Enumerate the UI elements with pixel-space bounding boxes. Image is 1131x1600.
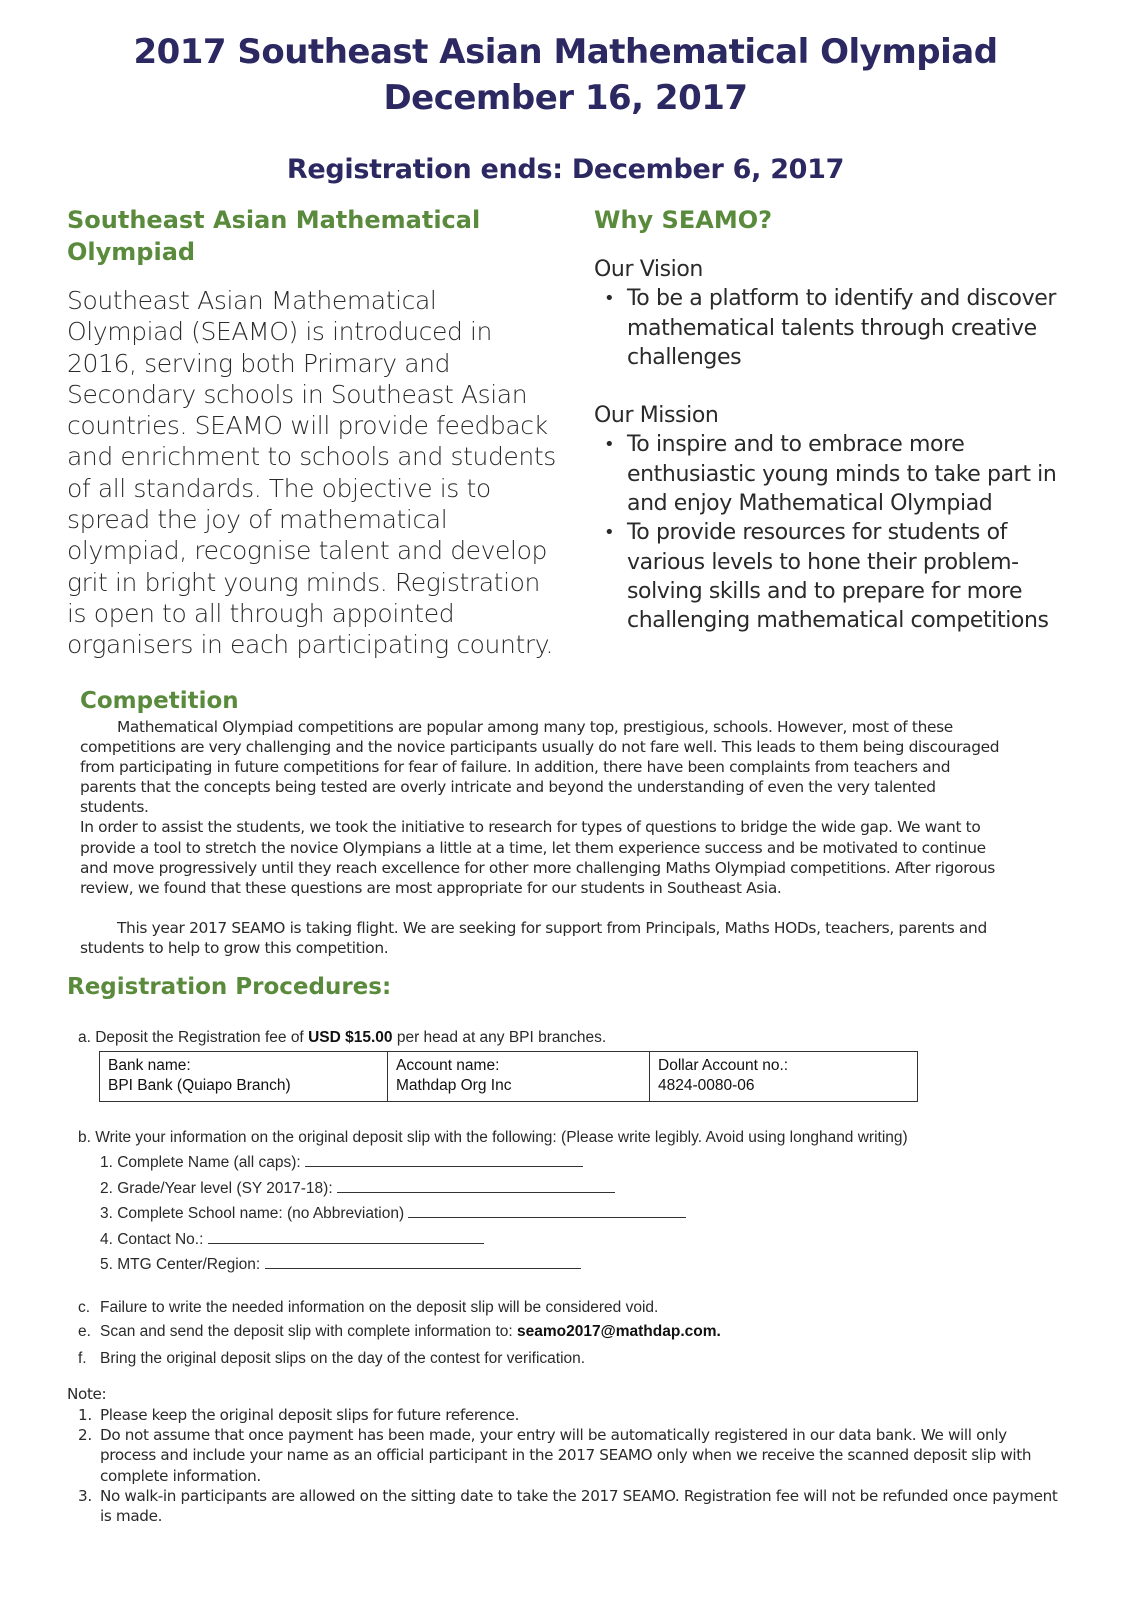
bank-name-value: BPI Bank (Quiapo Branch)	[108, 1077, 291, 1094]
field-mtg-center	[100, 1252, 686, 1278]
vision-item	[594, 284, 1084, 372]
field-contact-no	[100, 1227, 686, 1253]
note-number: 2.	[78, 1426, 92, 1445]
field-blank-line	[408, 1203, 686, 1218]
registration-heading: Registration Procedures:	[67, 974, 392, 1000]
field-blank-line	[208, 1229, 484, 1244]
step-a	[78, 1029, 606, 1047]
note-item	[78, 1405, 1058, 1425]
note-text: No walk-in participants are allowed on the sitting date to take the 2017 SEAMO. Registration fee will not be refunded once payment is made.	[100, 1486, 1058, 1526]
mission-item-text: To inspire and to embrace more enthusiastic young minds to take part in and enjoy Mathematical Olympiad	[627, 432, 1057, 517]
field-school-name	[100, 1201, 686, 1227]
field-label: 4. Contact No.:	[100, 1230, 204, 1248]
field-label: 3. Complete School name: (no Abbreviation)	[100, 1205, 405, 1222]
account-number-label: Dollar Account no.:	[658, 1057, 789, 1074]
competition-paragraph: Mathematical Olympiad competitions are popular among many top, prestigious, schools. However, most of these competitions are very challenging and the novice participants usually do not fare well. This leads to them being discouraged from participating in future competitions for fear of failure. In addition, there have been complaints from teachers and parents that the concepts being tested are overly intricate and beyond the understanding of even the very talented students.	[80, 718, 1000, 817]
step-e	[78, 1320, 721, 1344]
field-blank-line	[265, 1254, 581, 1269]
mission-item-text: To provide resources for students of various levels to hone their problem-solving skills and to prepare for more challenging mathematical competitions	[627, 520, 1049, 634]
field-label: 5. MTG Center/Region:	[100, 1256, 261, 1273]
event-date: December 16, 2017	[383, 78, 748, 118]
competition-heading: Competition	[80, 688, 239, 714]
note-text: Please keep the original deposit slips for future reference.	[100, 1406, 520, 1424]
registration-fee: USD $15.00	[308, 1029, 393, 1046]
why-heading: Why SEAMO?	[594, 206, 773, 234]
bank-name-cell	[100, 1052, 388, 1102]
vision-label: Our Vision	[594, 257, 703, 282]
account-name-cell	[388, 1052, 650, 1102]
about-body: Southeast Asian Mathematical Olympiad (SEAMO) is introduced in 2016, serving both Primary and Secondary schools in Southeast Asian countries. SEAMO will provide feedback and enrichment to schools and students of all standards. The objective is to spread the joy of mathematical olympiad, recognise talent and develop grit in bright young minds. Registration is open to all through appointed organisers in each participating country.	[67, 286, 556, 660]
account-number-value: 4824-0080-06	[658, 1077, 755, 1094]
bullet-icon: •	[604, 522, 615, 544]
note-number: 1.	[78, 1406, 92, 1424]
step-text: Scan and send the deposit slip with complete information to:	[100, 1323, 518, 1340]
vision-list	[594, 284, 1084, 372]
mission-item	[594, 430, 1084, 518]
mission-list	[594, 430, 1084, 635]
competition-paragraph: This year 2017 SEAMO is taking flight. We are seeking for support from Principals, Maths HODs, teachers, parents and students to help to grow this competition.	[80, 918, 987, 957]
step-letter: e.	[78, 1323, 91, 1340]
table-row	[100, 1052, 918, 1102]
competition-body	[80, 717, 1000, 958]
vision-item-text: To be a platform to identify and discover mathematical talents through creative challenges	[627, 286, 1057, 370]
step-c	[78, 1296, 721, 1320]
step-text: Bring the original deposit slips on the day of the contest for verification.	[100, 1350, 586, 1367]
field-complete-name	[100, 1150, 686, 1176]
bank-name-label: Bank name:	[108, 1057, 191, 1074]
registration-deadline: Registration ends: December 6, 2017	[286, 154, 845, 185]
step-a-suffix: per head at any BPI branches.	[392, 1029, 607, 1046]
mission-label: Our Mission	[594, 403, 719, 429]
note-label: Note:	[67, 1385, 107, 1403]
field-blank-line	[337, 1178, 615, 1193]
field-grade-level	[100, 1176, 686, 1202]
note-item	[78, 1425, 1058, 1486]
field-label: 2. Grade/Year level (SY 2017-18):	[100, 1179, 333, 1197]
notes-list	[78, 1405, 1058, 1526]
deposit-slip-fields	[100, 1150, 686, 1278]
bullet-icon: •	[604, 288, 615, 310]
field-label: 1. Complete Name (all caps):	[100, 1154, 301, 1171]
step-text: Failure to write the needed information on the deposit slip will be considered void.	[100, 1299, 659, 1316]
bank-details-table	[99, 1051, 918, 1102]
account-name-value: Mathdap Org Inc	[396, 1077, 512, 1094]
bullet-icon: •	[604, 434, 615, 456]
mission-item	[594, 518, 1084, 635]
account-number-cell	[650, 1052, 918, 1102]
page-title: 2017 Southeast Asian Mathematical Olympiad	[133, 32, 998, 72]
step-f	[78, 1347, 721, 1371]
step-letter: f.	[78, 1350, 87, 1367]
note-text: Do not assume that once payment has been made, your entry will be automatically registered in our data bank. We will only process and include your name as an official participant in the 2017 SEAMO only when we receive the scanned deposit slip with complete information.	[100, 1426, 1032, 1485]
note-number: 3.	[78, 1486, 92, 1505]
step-a-prefix: a. Deposit the Registration fee of	[78, 1029, 309, 1046]
competition-paragraph: In order to assist the students, we took the initiative to research for types of questions to bridge the wide gap. We want to provide a tool to stretch the novice Olympians a little at a time, let them experience success and be motivated to continue and move progressively until they reach excellence for other more challenging Maths Olympiad competitions. After rigorous review, we found that these questions are most appropriate for our students in Southeast Asia.	[80, 818, 995, 897]
contact-email-link[interactable]: seamo2017@mathdap.com.	[517, 1323, 721, 1340]
procedure-steps	[78, 1296, 721, 1371]
step-b: b. Write your information on the original deposit slip with the following: (Please write legibly. Avoid using longhand writing)	[78, 1129, 908, 1146]
account-name-label: Account name:	[396, 1057, 500, 1074]
about-heading: Southeast Asian Mathematical Olympiad	[67, 206, 481, 266]
field-blank-line	[305, 1152, 583, 1167]
step-letter: c.	[78, 1299, 91, 1316]
note-item	[78, 1486, 1058, 1526]
why-section	[594, 255, 1084, 636]
